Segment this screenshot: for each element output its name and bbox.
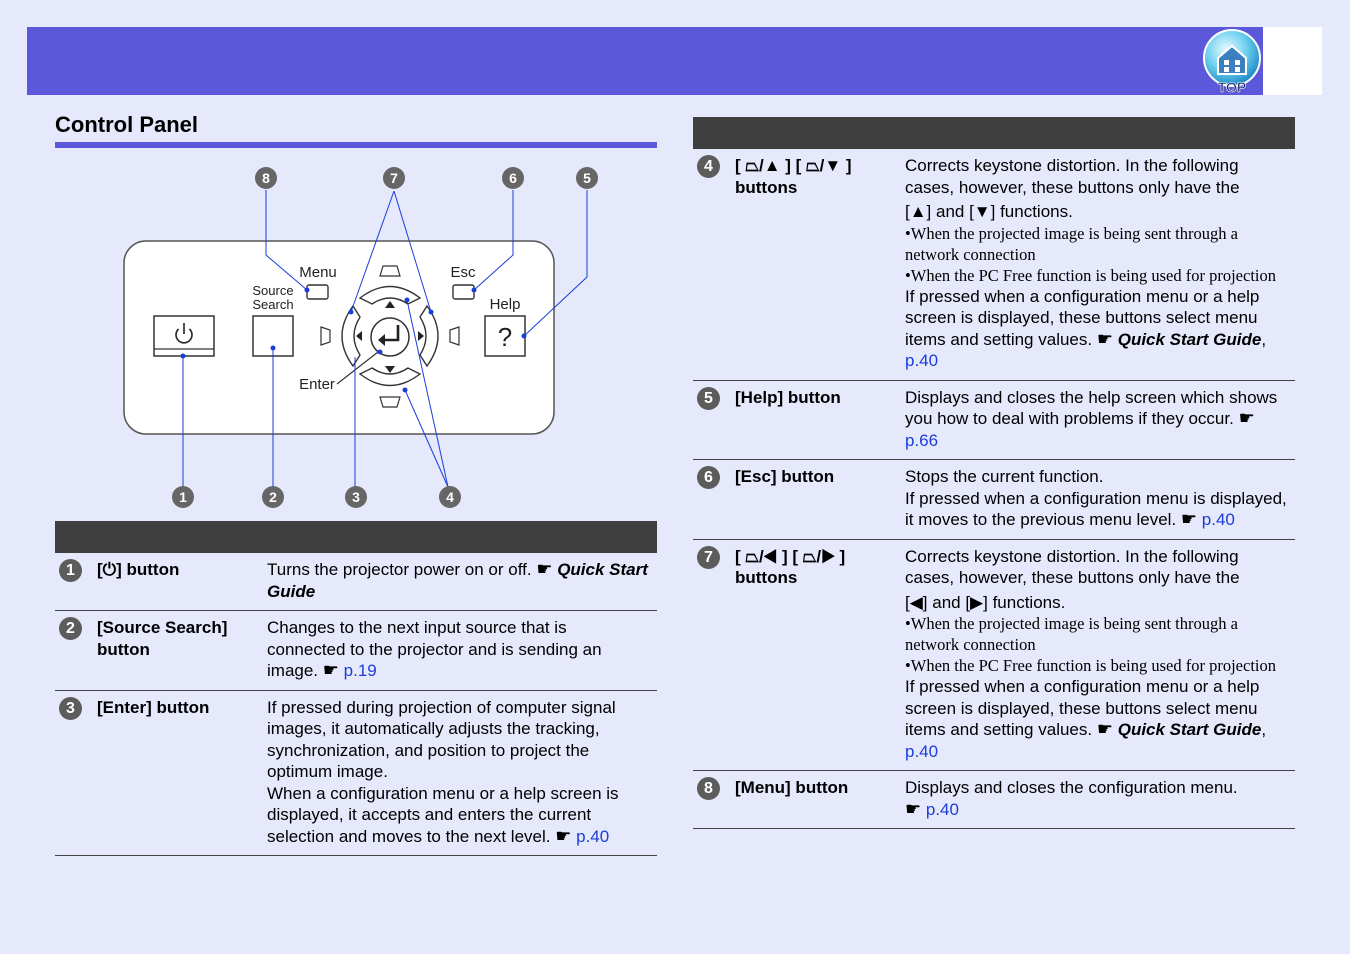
- description-text: If pressed when a configuration menu is displayed, it moves to the previous menu level.: [905, 488, 1287, 529]
- table-row: [55, 690, 657, 856]
- reference-link[interactable]: Quick Start Guide: [1117, 720, 1262, 739]
- button-description: [263, 553, 657, 611]
- row-number: 3: [59, 697, 82, 720]
- description-text: If pressed during projection of computer signal images, it automatically adjusts the tracking, synchronization, and position to project the optimum image.: [267, 697, 616, 781]
- pointing-hand-icon: ☛: [905, 798, 922, 819]
- description-text: [▲] and [▼] functions.: [905, 202, 1073, 221]
- callout-4: 4: [446, 489, 454, 505]
- source-label: Source: [252, 283, 294, 298]
- page-link[interactable]: p.66: [905, 430, 939, 450]
- description-text: Displays and closes the help screen which shows you how to deal with problems if they occur.: [905, 387, 1278, 428]
- table-row: [693, 460, 1295, 540]
- pointing-hand-icon: ☛: [1096, 328, 1113, 349]
- table-row: [693, 771, 1295, 829]
- callout-7: 7: [390, 170, 398, 186]
- header-bar: [27, 27, 1263, 95]
- description-text: [◀] and [▶] functions.: [905, 592, 1066, 612]
- callout-8: 8: [262, 170, 270, 186]
- table-header: [693, 117, 1295, 149]
- description-text: If pressed when a configuration menu or a help screen is displayed, these buttons select menu items and setting values.: [905, 677, 1260, 739]
- pointing-hand-icon: ☛: [1238, 408, 1255, 428]
- page-link[interactable]: p.40: [905, 741, 939, 761]
- callout-5: 5: [583, 170, 591, 186]
- row-number: 4: [697, 155, 720, 178]
- table-row: [693, 380, 1295, 460]
- pointing-hand-icon: ☛: [1180, 509, 1198, 529]
- title-rule: [55, 142, 657, 148]
- esc-label: Esc: [450, 264, 476, 281]
- pointing-hand-icon: ☛: [1096, 719, 1113, 739]
- top-logo-text: TOP: [1217, 79, 1247, 95]
- page-link[interactable]: p.19: [343, 661, 377, 680]
- description-text: If pressed when a configuration menu or a help screen is displayed, these buttons select menu items and setting values.: [905, 286, 1260, 349]
- esc-button-shape: [453, 285, 474, 299]
- button-description: [263, 611, 657, 691]
- description-text: Corrects keystone distortion. In the following cases, however, these buttons only have the: [905, 156, 1240, 197]
- reference-link[interactable]: Quick Start Guide: [267, 560, 648, 601]
- description-text: Corrects keystone distortion. In the following cases, however, these buttons only have the: [905, 546, 1240, 587]
- page-link[interactable]: p.40: [1201, 510, 1235, 529]
- table-row: [55, 553, 657, 611]
- button-description: [901, 460, 1295, 540]
- button-name: [Source Search] button: [93, 611, 263, 691]
- callout-3: 3: [352, 489, 360, 505]
- reference-link[interactable]: Quick Start Guide: [1117, 329, 1262, 349]
- control-panel-diagram: [110, 160, 591, 520]
- description-text: Changes to the next input source that is connected to the projector and is sending an image.: [267, 618, 602, 680]
- table-row: [693, 149, 1295, 380]
- page-link[interactable]: p.40: [905, 351, 939, 370]
- table-row: [55, 611, 657, 691]
- page-link[interactable]: p.40: [925, 799, 959, 819]
- button-table-right: [693, 117, 1295, 829]
- button-name: [Help] button: [731, 380, 901, 460]
- row-number: 1: [59, 559, 82, 582]
- button-description: [901, 771, 1295, 829]
- callout-6: 6: [509, 170, 517, 186]
- help-label: Help: [489, 296, 521, 313]
- button-description: [901, 380, 1295, 460]
- description-text: Displays and closes the configuration menu.: [905, 778, 1238, 797]
- bullet-text: •When the PC Free function is being used for projection: [905, 265, 1276, 285]
- top-home-icon[interactable]: [1200, 28, 1264, 94]
- header-corner: [1263, 27, 1322, 95]
- pointing-hand-icon: ☛: [322, 660, 339, 680]
- description-text: When a configuration menu or a help screen is displayed, it accepts and enters the current selection and moves to the next level.: [267, 783, 619, 846]
- page-link[interactable]: p.40: [576, 826, 610, 846]
- row-number: 5: [697, 387, 720, 410]
- pointing-hand-icon: ☛: [555, 825, 572, 846]
- bullet-text: •When the projected image is being sent through a network connection: [905, 614, 1238, 654]
- button-description: [263, 690, 657, 856]
- menu-button-shape: [307, 285, 328, 299]
- page-title: Control Panel: [55, 112, 199, 137]
- button-name: [Enter] button: [93, 690, 263, 856]
- button-name: [ ⏢/▲ ] [ ⏢/▼ ] buttons: [731, 149, 901, 380]
- button-name: [Menu] button: [731, 771, 901, 829]
- description-text: Stops the current function.: [905, 467, 1104, 486]
- bullet-text: •When the PC Free function is being used for projection: [905, 656, 1276, 675]
- button-description: Corrects keystone distortion. In the following cases, however, these buttons only have the [◀] and [▶] functions. •When the projected image is being sent through a network connection •When the PC Free function is being used for projection If pressed when a configuration menu or a help screen is displayed, these buttons select menu items and setting values. ☛ Quick Start Guide, p.40: [901, 539, 1295, 771]
- row-number: 6: [697, 466, 720, 489]
- menu-label: Menu: [299, 264, 337, 281]
- row-number: 2: [59, 617, 82, 640]
- search-label: Search: [252, 297, 294, 312]
- button-name: [ ⏢/◀ ] [ ⏢/▶ ] buttons: [731, 539, 901, 771]
- enter-label: Enter: [299, 376, 335, 393]
- button-name: [⏻] button: [93, 553, 263, 611]
- help-glyph: ?: [497, 322, 513, 352]
- button-description: Corrects keystone distortion. In the following cases, however, these buttons only have the [▲] and [▼] functions. •When the projected image is being sent through a network connection •When the PC Free function is being used for projection If pressed when a configuration menu or a help screen is displayed, these buttons select menu items and setting values. ☛ Quick Start Guide, p.40: [901, 149, 1295, 380]
- bullet-text: •When the projected image is being sent through a network connection: [905, 223, 1238, 264]
- row-number: 7: [697, 546, 720, 569]
- row-number: 8: [697, 777, 720, 800]
- button-table-left: [55, 521, 657, 856]
- button-name: [Esc] button: [731, 460, 901, 540]
- enter-button-shape: [371, 318, 409, 356]
- table-header: [55, 521, 657, 553]
- table-row: [693, 539, 1295, 771]
- pointing-hand-icon: ☛: [536, 559, 553, 579]
- description-text: Turns the projector power on or off.: [267, 560, 532, 579]
- callout-1: 1: [179, 489, 187, 505]
- callout-2: 2: [269, 489, 277, 505]
- power-button-shape: [154, 316, 214, 356]
